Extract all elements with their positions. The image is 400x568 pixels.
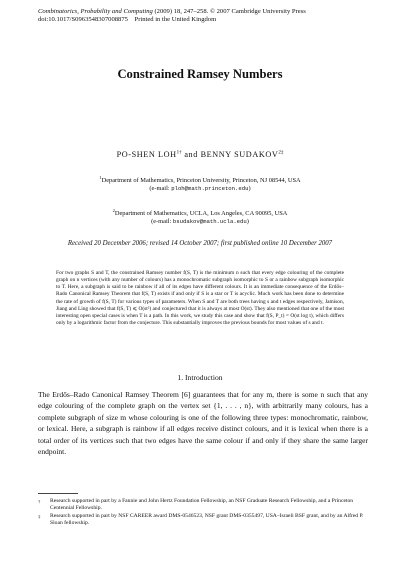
printed-in: Printed in the United Kingdom — [134, 16, 217, 24]
received-dates: Received 20 December 2006; revised 14 October 2007; first published online 10 December 2007 — [67, 240, 333, 247]
footnote-2 — [38, 513, 368, 527]
paper-title: Constrained Ramsey Numbers — [117, 67, 283, 81]
email-suffix: ) — [248, 185, 251, 193]
section-number: 1. — [177, 373, 184, 382]
footnote-text: Research supported in part by NSF CAREER award DMS-0546523, NSF grant DMS-0355497, USA–Israeli BSF grant, and by an Alfred P. Sloan fellowship. — [50, 513, 364, 526]
affiliation-mark: 2 — [112, 208, 115, 213]
affiliation-dept: Department of Mathematics, Princeton University, Princeton, NJ 08544, USA — [101, 177, 301, 185]
footnote-1 — [38, 498, 368, 512]
author-1: PO-SHEN LOH — [116, 150, 177, 159]
author-line — [0, 150, 400, 159]
author-1-marks: 1† — [176, 150, 182, 156]
author-connector: and — [184, 150, 198, 159]
affiliation-1 — [0, 174, 400, 193]
header-line-2 — [38, 16, 378, 24]
affiliation-mark: 1 — [99, 175, 102, 180]
affiliation-dept: Department of Mathematics, UCLA, Los Angeles, CA 90095, USA — [114, 210, 288, 218]
footnotes — [38, 498, 368, 528]
email-prefix: (e-mail: — [151, 218, 173, 226]
email-link[interactable]: bsudakov@math.ucla.edu — [172, 218, 247, 226]
email-suffix: ) — [246, 218, 249, 226]
intro-paragraph: The Erdős–Rado Canonical Ramsey Theorem [6] guarantees that for any m, there is some n such that any edge colouring of the complete graph on the vertex set {1, . . . , n}, with arbitrarily many colours, has a complete subgraph of size m whose colouring is one of the following three types: monochromatic, rainbow, or lexical. Here, a subgraph is rainbow if all edges receive distinct colours, and it is lexical when there is a total order of its vertices such that two edges have the same colour if and only if they share the same larger endpoint. — [38, 390, 368, 457]
affiliation-2 — [0, 207, 400, 226]
footnote-mark: ‡ — [38, 514, 41, 519]
author-2: BENNY SUDAKOV — [200, 150, 279, 159]
journal-citation: (2009) 18, 247–258. — [154, 8, 209, 15]
abstract: For two graphs S and T, the constrained Ramsey number f(S, T) is the minimum n such that every edge colouring of the complete graph on n vertices (with any number of colours) has a monochromatic subgraph isomorphic to S or a rainbow subgraph isomorphic to T. Here, a subgraph is said to be rainbow if all of its edges have different colours. It is an immediate consequence of the Erdős–Rado Canonical Ramsey Theorem that f(S, T) exists if and only if S is a star or T is acyclic. Much work has been done to determine the rate of growth of f(S, T) for various types of parameters. When S and T are both trees having s and t edges respectively, Jamison, Jiang and Ling showed that f(S, T) ⩽ O(st²) and conjectured that it is always at most O(st). They also mentioned that one of the most interesting open special cases is when T is a path. In this work, we study this case and show that f(S, P_t) = O(st log t), which differs only by a logarithmic factor from the conjecture. This substantially improves the previous bounds for most values of s and t. — [56, 270, 344, 327]
footnote-rule — [38, 493, 78, 494]
section-title: Introduction — [185, 373, 223, 382]
header-line-1 — [38, 8, 378, 16]
footnote-mark: † — [38, 499, 41, 504]
journal-name: Combinatorics, Probability and Computing — [38, 8, 153, 15]
journal-header — [38, 8, 378, 24]
doi: doi:10.1017/S0963548307008875 — [38, 16, 128, 24]
copyright: © 2007 Cambridge University Press — [209, 8, 306, 15]
author-2-marks: 2‡ — [278, 150, 284, 156]
section-heading — [0, 373, 400, 382]
footnote-text: Research supported in part by a Fannie and John Hertz Foundation Fellowship, an NSF Graduate Research Fellowship, and a Princeton Centennial Fellowship. — [50, 498, 354, 511]
email-prefix: (e-mail: — [149, 185, 172, 193]
email-link[interactable]: ploh@math.princeton.edu — [171, 185, 249, 193]
